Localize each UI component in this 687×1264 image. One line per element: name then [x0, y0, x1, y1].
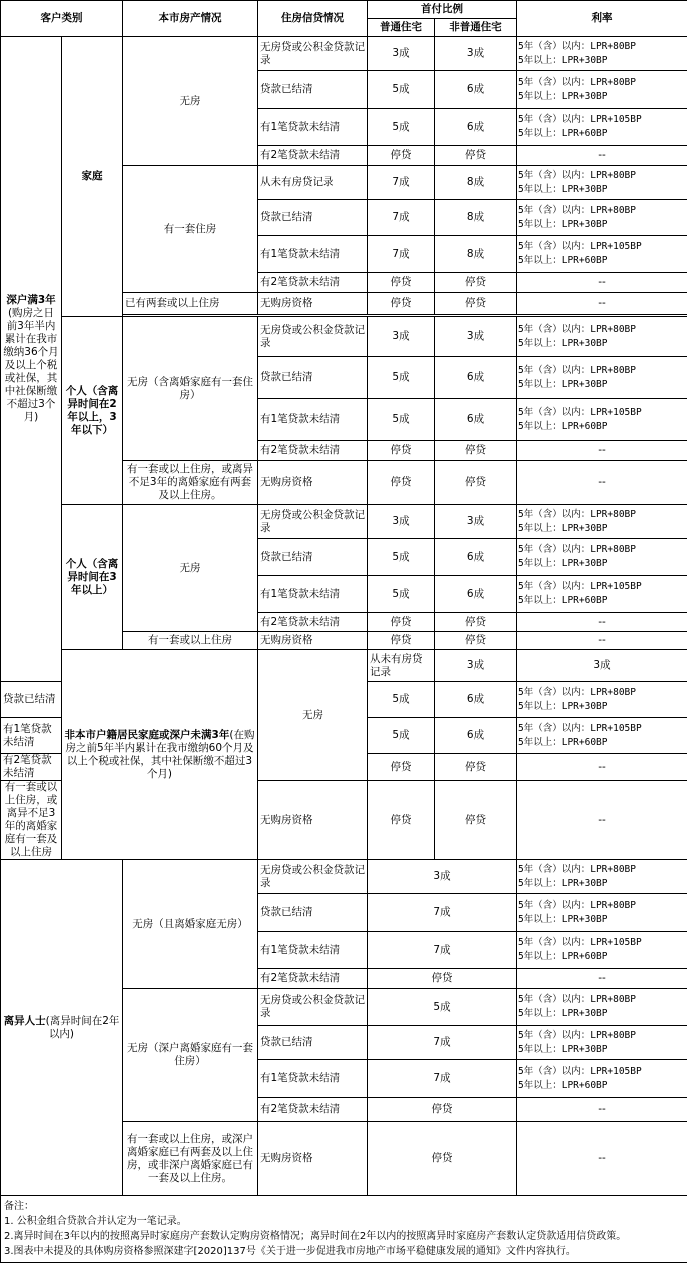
- credit-cell: 无购房资格: [258, 781, 368, 860]
- non-ordinary-ratio: 8成: [435, 236, 517, 273]
- rate-cell: [517, 682, 687, 718]
- category-divorced: 离异人士(离异时间在2年以内): [1, 860, 123, 1196]
- non-ordinary-ratio: 停贷: [435, 461, 517, 505]
- rate-cell: --: [517, 1098, 687, 1122]
- rate-line: 5年（含）以内：LPR+80BP: [518, 863, 636, 875]
- credit-cell: 有2笔贷款未结清: [258, 613, 368, 632]
- ordinary-ratio: 5成: [368, 399, 435, 441]
- rate-cell: --: [517, 1122, 687, 1196]
- non-ordinary-ratio: 6成: [435, 109, 517, 146]
- rate-cell: [517, 37, 687, 71]
- rate-line: 5年（含）以内：LPR+80BP: [518, 686, 636, 698]
- rate-line: 5年（含）以内：LPR+80BP: [518, 76, 636, 88]
- property-cell: 有一套或以上住房，或深户离婚家庭已有两套及以上住房，或非深户离婚家庭已有一套及以上住房。: [123, 1122, 258, 1196]
- header-property: 本市房产情况: [123, 1, 258, 37]
- rate-cell: [517, 166, 687, 200]
- rate-cell: --: [517, 781, 687, 860]
- ordinary-ratio: 5成: [368, 718, 435, 754]
- rate-line: 5年以上：LPR+60BP: [518, 951, 608, 962]
- credit-cell: 贷款已结清: [1, 682, 62, 718]
- ordinary-ratio: 5成: [368, 71, 435, 109]
- non-ordinary-ratio: 停贷: [435, 781, 517, 860]
- rate-cell: --: [517, 632, 687, 650]
- notes-title: 备注：: [4, 1201, 34, 1212]
- ordinary-ratio: 3成: [435, 650, 517, 682]
- rate-cell: --: [517, 293, 687, 315]
- note-2: 2.离异时间在3年以内的按照离异时家庭房产套数认定购房资格情况；离异时间在2年以内的按照离异时家庭房产套数认定贷款适用信贷政策。: [4, 1231, 627, 1242]
- property-cell: 已有两套或以上住房: [123, 293, 258, 315]
- rate-line: 5年（含）以内：LPR+105BP: [518, 581, 642, 592]
- credit-cell: 无购房资格: [258, 461, 368, 505]
- rate-line: 5年以上：LPR+30BP: [518, 90, 608, 102]
- property-cell: 有一套住房: [123, 166, 258, 293]
- credit-cell: 贷款已结清: [258, 539, 368, 576]
- credit-cell: 有2笔贷款未结清: [258, 1098, 368, 1122]
- credit-cell: 无购房资格: [258, 632, 368, 650]
- ordinary-ratio: 3成: [368, 505, 435, 539]
- credit-cell: 有1笔贷款未结清: [258, 109, 368, 146]
- ordinary-ratio: 5成: [368, 682, 435, 718]
- credit-cell: 贷款已结清: [258, 894, 368, 932]
- credit-cell: 无购房资格: [258, 1122, 368, 1196]
- rate-line: 5年（含）以内：LPR+80BP: [518, 323, 636, 335]
- credit-cell: 从未有房贷记录: [258, 166, 368, 200]
- rate-cell: [517, 932, 687, 969]
- header-down-payment: 首付比例: [368, 1, 517, 19]
- rate-cell: [517, 357, 687, 399]
- ordinary-ratio: 5成: [368, 357, 435, 399]
- subcategory-family: 家庭: [62, 37, 123, 317]
- non-ordinary-ratio: 停贷: [435, 441, 517, 461]
- rate-cell: [517, 989, 687, 1026]
- note-1: 1. 公积金组合贷款合并认定为一笔记录。: [4, 1216, 187, 1227]
- rate-line: 5年以上：LPR+60BP: [518, 736, 608, 748]
- credit-cell: 有1笔贷款未结清: [258, 399, 368, 441]
- rate-line: 5年以上：LPR+30BP: [518, 558, 608, 569]
- non-ordinary-ratio: 6成: [435, 718, 517, 754]
- rate-cell: [517, 236, 687, 273]
- credit-cell: 有1笔贷款未结清: [258, 932, 368, 969]
- table-row: [1, 650, 687, 682]
- rate-cell: [517, 200, 687, 236]
- credit-cell: 有1笔贷款未结清: [258, 1060, 368, 1098]
- header-customer-type: 客户类别: [1, 1, 123, 37]
- down-payment-ratio: 7成: [368, 1026, 517, 1060]
- rate-line: 5年以上：LPR+30BP: [518, 218, 608, 230]
- property-cell: 有一套或以上住房，或离异不足3年的离婚家庭有一套及以上住房: [1, 781, 62, 860]
- ordinary-ratio: 3成: [368, 37, 435, 71]
- rate-line: 5年以上：LPR+30BP: [518, 1043, 608, 1055]
- header-non-ordinary: 非普通住宅: [435, 19, 517, 37]
- rate-cell: [517, 505, 687, 539]
- rate-line: 5年（含）以内：LPR+80BP: [518, 544, 636, 555]
- non-ordinary-ratio: 3成: [435, 317, 517, 357]
- credit-cell: 贷款已结清: [258, 71, 368, 109]
- rate-line: 5年（含）以内：LPR+105BP: [518, 1065, 642, 1077]
- subcategory-personal-2-3yr: 个人（含离异时间在2年以上，3年以下）: [62, 317, 123, 505]
- down-payment-ratio: 3成: [368, 860, 517, 894]
- non-ordinary-ratio: 6成: [435, 357, 517, 399]
- rate-line: 5年以上：LPR+30BP: [518, 378, 608, 390]
- rate-line: 5年（含）以内：LPR+80BP: [518, 899, 636, 911]
- rate-line: 5年（含）以内：LPR+105BP: [518, 241, 642, 252]
- rate-line: 5年以上：LPR+30BP: [518, 183, 608, 195]
- non-ordinary-ratio: 停贷: [435, 754, 517, 781]
- rate-line: 5年（含）以内：LPR+80BP: [518, 364, 636, 376]
- rate-line: 5年（含）以内：LPR+80BP: [518, 169, 636, 181]
- header-rate: 利率: [517, 1, 687, 37]
- credit-cell: 有2笔贷款未结清: [258, 441, 368, 461]
- credit-cell: 贷款已结清: [258, 1026, 368, 1060]
- rate-cell: [517, 576, 687, 613]
- rate-line: 5年以上：LPR+30BP: [518, 522, 608, 534]
- non-ordinary-ratio: 6成: [435, 399, 517, 441]
- rate-cell: [517, 109, 687, 146]
- rate-line: 5年（含）以内：LPR+80BP: [518, 508, 636, 520]
- rate-cell: --: [517, 146, 687, 166]
- down-payment-ratio: 停贷: [368, 1122, 517, 1196]
- ordinary-ratio: 7成: [368, 236, 435, 273]
- rate-cell: [517, 718, 687, 754]
- down-payment-ratio: 7成: [368, 894, 517, 932]
- rate-cell: --: [517, 441, 687, 461]
- property-cell: 无房（深户离婚家庭有一套住房）: [123, 989, 258, 1122]
- property-cell: 无房: [123, 37, 258, 166]
- credit-cell: 无房贷或公积金贷款记录: [258, 860, 368, 894]
- rate-cell: [517, 860, 687, 894]
- ordinary-ratio: 5成: [368, 576, 435, 613]
- rate-line: 5年（含）以内：LPR+80BP: [518, 994, 636, 1005]
- rate-line: 5年以上：LPR+60BP: [518, 420, 608, 432]
- rate-cell: [517, 399, 687, 441]
- rate-cell: [517, 539, 687, 576]
- rate-line: 5年以上：LPR+30BP: [518, 700, 608, 712]
- rate-line: 5年以上：LPR+60BP: [518, 595, 608, 606]
- table-row: [1, 860, 687, 894]
- ordinary-ratio: 5成: [368, 539, 435, 576]
- category-shenzhen-3yr: 深户满3年(购房之日前3年半内累计在我市缴纳36个月及以上个税或社保，其中社保断缴不超过3个月): [1, 37, 62, 682]
- header-ordinary: 普通住宅: [368, 19, 435, 37]
- credit-cell: 有1笔贷款未结清: [258, 576, 368, 613]
- non-ordinary-ratio: 6成: [435, 539, 517, 576]
- credit-cell: 贷款已结清: [258, 357, 368, 399]
- non-ordinary-ratio: 停贷: [435, 273, 517, 293]
- credit-cell: 有1笔贷款未结清: [258, 236, 368, 273]
- credit-cell: 有2笔贷款未结清: [1, 754, 62, 781]
- rate-cell: --: [517, 754, 687, 781]
- rate-line: 5年（含）以内：LPR+105BP: [518, 722, 642, 734]
- ordinary-ratio: 3成: [368, 317, 435, 357]
- table-row: [1, 317, 687, 357]
- non-ordinary-ratio: 停贷: [435, 146, 517, 166]
- credit-cell: 无房贷或公积金贷款记录: [258, 505, 368, 539]
- ordinary-ratio: 停贷: [368, 461, 435, 505]
- rate-line: 5年以上：LPR+30BP: [518, 877, 608, 889]
- rate-line: 5年以上：LPR+30BP: [518, 1008, 608, 1019]
- non-ordinary-ratio: 停贷: [435, 632, 517, 650]
- rate-line: 5年以上：LPR+60BP: [518, 255, 608, 266]
- rate-cell: --: [517, 461, 687, 505]
- ordinary-ratio: 7成: [368, 200, 435, 236]
- header-credit: 住房信贷情况: [258, 1, 368, 37]
- ordinary-ratio: 停贷: [368, 754, 435, 781]
- non-ordinary-ratio: 8成: [435, 166, 517, 200]
- rate-line: 5年（含）以内：LPR+80BP: [518, 1029, 636, 1041]
- property-cell: 有一套或以上住房，或离异不足3年的离婚家庭有两套及以上住房。: [123, 461, 258, 505]
- non-ordinary-ratio: 6成: [435, 576, 517, 613]
- credit-cell: 贷款已结清: [258, 200, 368, 236]
- rate-line: 5年以上：LPR+30BP: [518, 913, 608, 925]
- non-ordinary-ratio: 6成: [435, 71, 517, 109]
- subcategory-personal-3yr: 个人（含离异时间在3年以上）: [62, 505, 123, 650]
- rate-cell: [517, 894, 687, 932]
- rate-line: 5年以上：LPR+30BP: [518, 54, 608, 66]
- down-payment-ratio: 7成: [368, 932, 517, 969]
- ordinary-ratio: 停贷: [368, 273, 435, 293]
- ordinary-ratio: 停贷: [368, 632, 435, 650]
- rate-cell: --: [517, 273, 687, 293]
- property-cell: 无房（含离婚家庭有一套住房）: [123, 317, 258, 461]
- note-3: 3.图表中未提及的具体购房资格参照深建字[2020]137号《关于进一步促进我市房地产市场平稳健康发展的通知》文件内容执行。: [4, 1246, 576, 1257]
- table-row: [1, 37, 687, 71]
- credit-cell: 无房贷或公积金贷款记录: [258, 317, 368, 357]
- rate-line: 5年（含）以内：LPR+80BP: [518, 204, 636, 216]
- rate-cell: --: [517, 613, 687, 632]
- non-ordinary-ratio: 停贷: [435, 613, 517, 632]
- credit-cell: 无购房资格: [258, 293, 368, 315]
- category-non-local: 非本市户籍居民家庭或深户未满3年(在购房之前5年半内累计在我市缴纳60个月及以上个税或社保，其中社保断缴不超过3个月): [62, 650, 258, 860]
- ordinary-ratio: 5成: [368, 109, 435, 146]
- ordinary-ratio: 停贷: [368, 146, 435, 166]
- non-ordinary-ratio: 3成: [435, 37, 517, 71]
- credit-cell: 无房贷或公积金贷款记录: [258, 37, 368, 71]
- rate-line: 5年以上：LPR+30BP: [518, 337, 608, 349]
- non-ordinary-ratio: 6成: [435, 682, 517, 718]
- rate-line: 5年（含）以内：LPR+105BP: [518, 406, 642, 418]
- rate-line: 5年（含）以内：LPR+105BP: [518, 937, 642, 948]
- rate-cell: --: [517, 969, 687, 989]
- ordinary-ratio: 停贷: [368, 293, 435, 315]
- credit-cell: 有2笔贷款未结清: [258, 273, 368, 293]
- rate-cell: [517, 1060, 687, 1098]
- non-ordinary-ratio: 8成: [435, 200, 517, 236]
- non-ordinary-ratio: 停贷: [435, 293, 517, 315]
- rate-line: 5年以上：LPR+60BP: [518, 128, 608, 139]
- credit-cell: 从未有房贷记录: [368, 650, 435, 682]
- credit-cell: 有2笔贷款未结清: [258, 146, 368, 166]
- rate-line: 5年（含）以内：LPR+105BP: [518, 114, 642, 125]
- rate-cell: [517, 317, 687, 357]
- rate-cell: [517, 71, 687, 109]
- credit-cell: 无房贷或公积金贷款记录: [258, 989, 368, 1026]
- rate-line: 5年以上：LPR+60BP: [518, 1079, 608, 1091]
- down-payment-ratio: 7成: [368, 1060, 517, 1098]
- property-cell: 有一套或以上住房: [123, 632, 258, 650]
- credit-cell: 有2笔贷款未结清: [258, 969, 368, 989]
- table-row: [1, 505, 687, 539]
- ordinary-ratio: 7成: [368, 166, 435, 200]
- property-cell: 无房（且离婚家庭无房）: [123, 860, 258, 989]
- property-cell: 无房: [258, 650, 368, 781]
- down-payment-ratio: 停贷: [368, 1098, 517, 1122]
- rate-cell: [517, 1026, 687, 1060]
- property-cell: 无房: [123, 505, 258, 632]
- non-ordinary-ratio: 3成: [435, 505, 517, 539]
- non-ordinary-ratio: 3成: [517, 650, 687, 682]
- down-payment-ratio: 5成: [368, 989, 517, 1026]
- notes-section: [0, 1196, 687, 1263]
- down-payment-ratio: 停贷: [368, 969, 517, 989]
- rate-line: 5年（含）以内：LPR+80BP: [518, 40, 636, 52]
- ordinary-ratio: 停贷: [368, 781, 435, 860]
- credit-cell: 有1笔贷款未结清: [1, 718, 62, 754]
- ordinary-ratio: 停贷: [368, 613, 435, 632]
- ordinary-ratio: 停贷: [368, 441, 435, 461]
